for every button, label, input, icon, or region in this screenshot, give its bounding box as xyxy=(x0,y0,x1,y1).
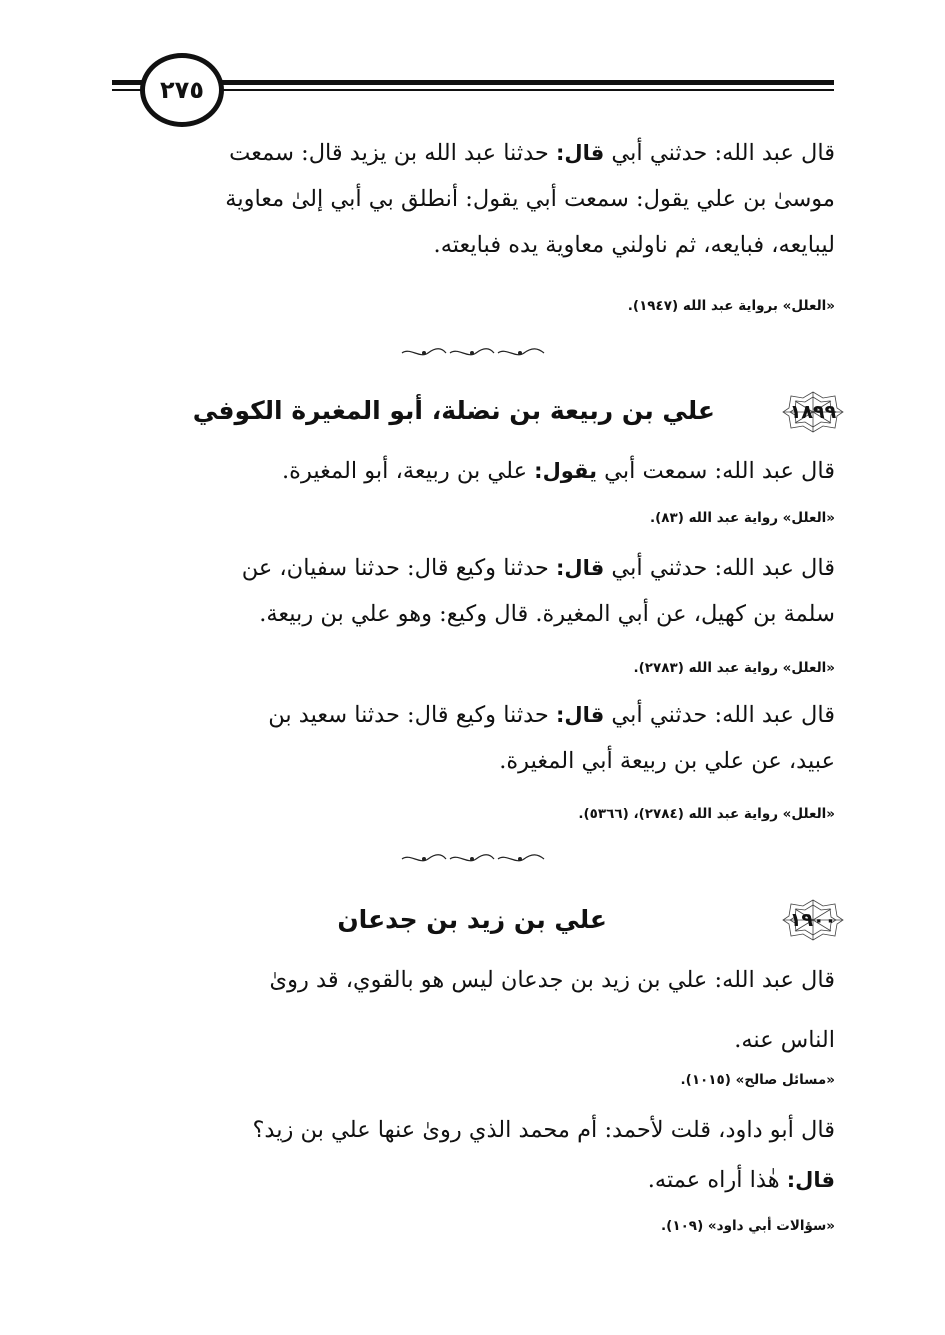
text-line: قال عبد الله: حدثني أبي قال: حدثنا وكيع قال: حدثنا سفيان، عن xyxy=(241,555,835,581)
reference: «مسائل صالح» (١٠١٥). xyxy=(680,1072,835,1088)
entry-number-badge xyxy=(781,898,845,942)
paragraph xyxy=(110,1107,835,1203)
text-line: قال عبد الله: سمعت أبي يقول: علي بن ربيعة، أبو المغيرة. xyxy=(282,458,835,484)
text-line: عبيد، عن علي بن ربيعة أبي المغيرة. xyxy=(499,748,835,774)
entry-number-badge xyxy=(781,390,845,434)
text-line: قال أبو داود، قلت لأحمد: أم محمد الذي روىٰ عنها علي بن زيد؟ xyxy=(252,1117,835,1143)
reference: «العلل» رواية عبد الله (٢٧٨٣). xyxy=(633,660,835,676)
paragraph xyxy=(110,448,835,494)
entry-title: علي بن زيد بن جدعان xyxy=(337,905,607,934)
text-line: موسىٰ بن علي يقول: سمعت أبي يقول: أنطلق بي أبي إلىٰ معاوية xyxy=(225,186,835,212)
text-line: قال عبد الله: حدثني أبي قال: حدثنا وكيع قال: حدثنا سعيد بن xyxy=(268,702,835,728)
text-line: قال عبد الله: حدثني أبي قال: حدثنا عبد الله بن يزيد قال: سمعت xyxy=(229,140,835,166)
paragraph xyxy=(110,692,835,784)
page-number: ٢٧٥ xyxy=(140,53,224,127)
paragraph xyxy=(110,957,835,1063)
paragraph-block1 xyxy=(110,130,835,268)
reference: «العلل» رواية عبد الله (٨٣). xyxy=(649,510,835,526)
entry-number: ١٩٠٠ xyxy=(789,909,837,931)
reference: «سؤالات أبي داود» (١٠٩). xyxy=(661,1218,835,1234)
ornament-divider xyxy=(398,852,548,866)
text-line: سلمة بن كهيل، عن أبي المغيرة. قال وكيع: وهو علي بن ربيعة. xyxy=(259,601,835,627)
text-line: قال: هٰذا أراه عمته. xyxy=(647,1167,835,1193)
paragraph xyxy=(110,545,835,637)
reference: «العلل» برواية عبد الله (١٩٤٧). xyxy=(627,298,835,314)
entry-number: ١٨٩٩ xyxy=(789,401,837,423)
ornament-divider xyxy=(398,346,548,360)
text-line: الناس عنه. xyxy=(734,1027,835,1053)
text-line: ليبايعه، فبايعه، ثم ناولني معاوية يده فبايعته. xyxy=(433,232,835,258)
entry-title: علي بن ربيعة بن نضلة، أبو المغيرة الكوفي xyxy=(192,396,715,425)
reference: «العلل» رواية عبد الله (٢٧٨٤)، (٥٣٦٦). xyxy=(578,806,835,822)
text-line: قال عبد الله: علي بن زيد بن جدعان ليس هو بالقوي، قد روىٰ xyxy=(269,967,835,993)
